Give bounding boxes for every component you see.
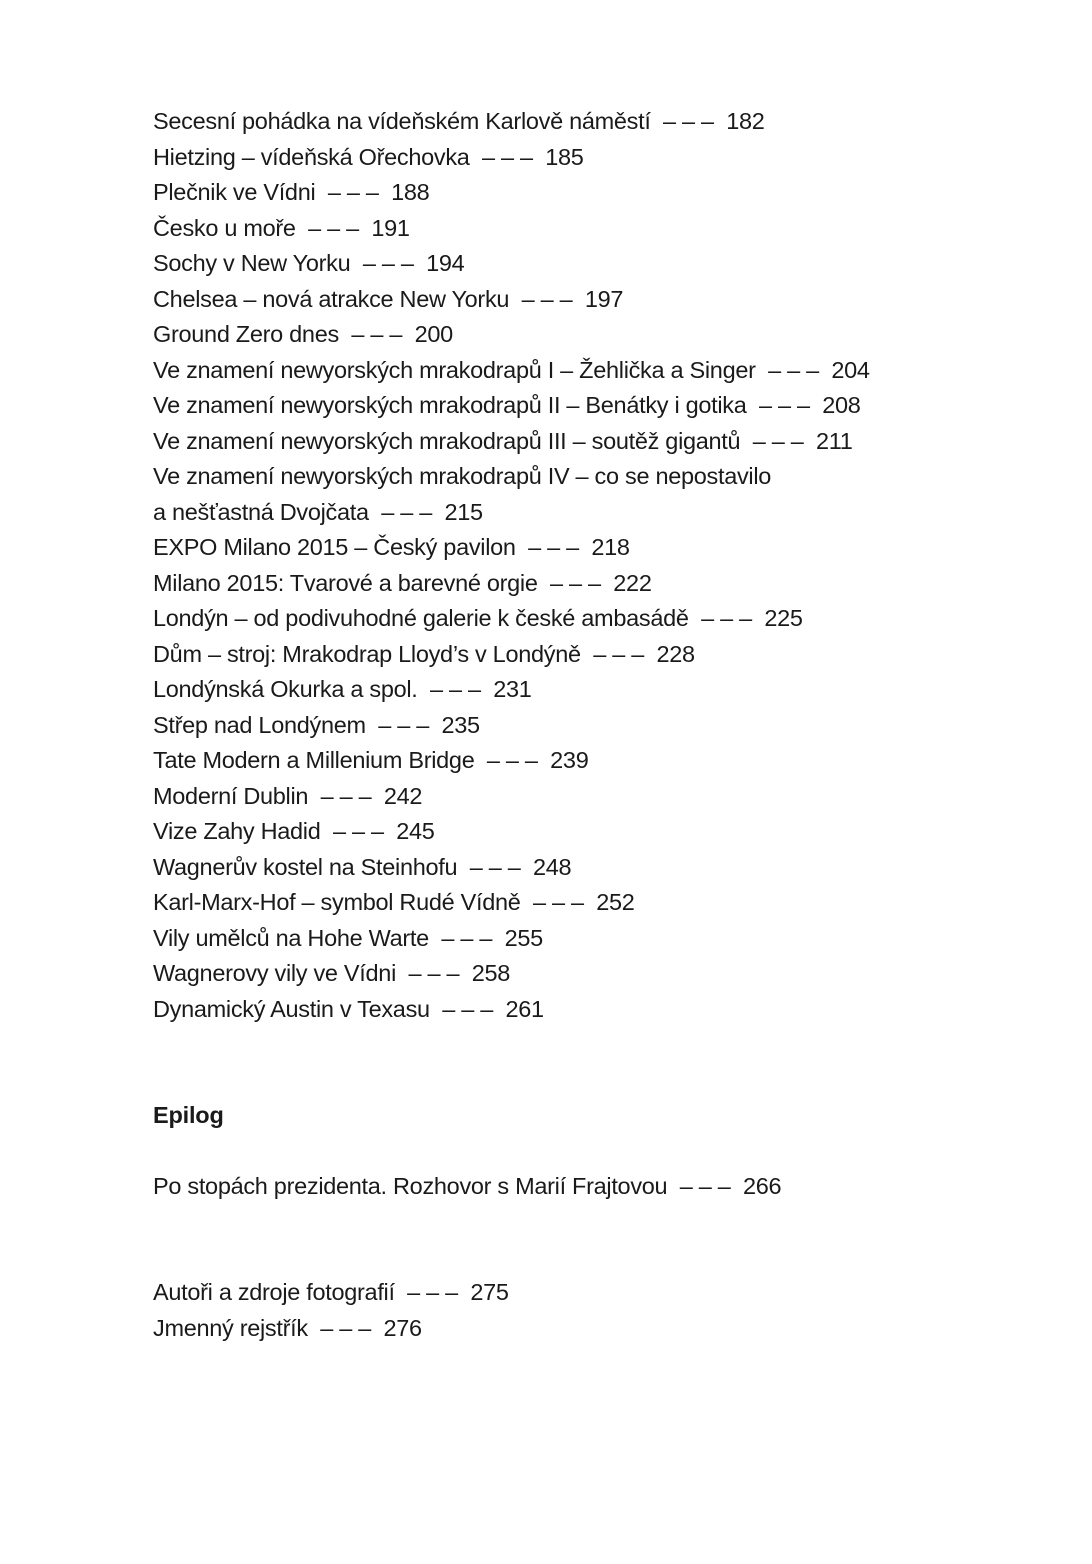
toc-entry-page: 194 (426, 250, 465, 276)
toc-separator: – – – (469, 143, 546, 170)
toc-separator: – – – (474, 747, 551, 773)
toc-entry-page: 197 (584, 285, 624, 312)
toc-separator: – – – (350, 250, 427, 276)
toc-entry (153, 708, 1053, 744)
toc-entry-page: 215 (444, 498, 483, 525)
toc-entry (153, 104, 1053, 140)
toc-entry-title: Autoři a zdroje fotografií (153, 1279, 395, 1305)
toc-entry-page: 225 (764, 605, 803, 631)
toc-entry-title: Londýnská Okurka a spol. (153, 676, 418, 702)
toc-entry-page: 228 (656, 640, 695, 667)
toc-entry-page: 185 (545, 143, 584, 170)
toc-separator: – – – (396, 960, 472, 986)
toc-separator: – – – (320, 818, 397, 844)
toc-entry-title: Vily umělců na Hohe Warte (153, 924, 429, 951)
toc-entry-title: Secesní pohádka na vídeňském Karlově náměstí (153, 108, 651, 134)
toc-entry-title: Wagnerův kostel na Steinhofu (153, 853, 458, 880)
toc-separator: – – – (515, 534, 592, 560)
toc-separator: – – – (457, 853, 533, 880)
toc-entry-page: 191 (371, 214, 410, 241)
toc-entry-page: 258 (471, 960, 510, 986)
toc-entry (153, 885, 1053, 921)
toc-entry-title: Chelsea – nová atrakce New Yorku (153, 285, 510, 312)
toc-entry-page: 231 (493, 676, 532, 702)
toc-entry-page: 276 (383, 1314, 422, 1341)
toc-separator: – – – (307, 1314, 384, 1341)
toc-entry-page: 188 (391, 179, 430, 205)
toc-entry-title: Hietzing – vídeňská Ořechovka (153, 143, 470, 170)
toc-entry-page: 208 (822, 392, 861, 418)
toc-entry (153, 282, 1053, 318)
toc-entry-title: Ve znamení newyorských mrakodrapů II – Benátky i gotika (153, 392, 747, 418)
toc-entry-page: 204 (831, 356, 870, 383)
toc-entry-page: 248 (532, 853, 572, 880)
toc-separator: – – – (520, 889, 597, 915)
toc-entry-page: 200 (414, 321, 453, 347)
toc-entry (153, 530, 1053, 566)
appendix-list (153, 1275, 1053, 1346)
toc-entry-page: 222 (613, 569, 652, 596)
toc-entry (153, 175, 1053, 211)
toc-entry (153, 246, 1053, 282)
toc-entry-page: 235 (441, 711, 480, 738)
toc-entry-title-line-2: a nešťastná Dvojčata (153, 498, 369, 525)
toc-entry-title: Ve znamení newyorských mrakodrapů I – Žehlička a Singer (153, 356, 756, 383)
section-heading-epilog: Epilog (153, 1102, 224, 1128)
toc-entry-title: Karl-Marx-Hof – symbol Rudé Vídně (153, 889, 521, 915)
toc-separator: – – – (365, 711, 442, 738)
spacer (153, 1027, 1053, 1098)
toc-entry-title: Jmenný rejstřík (153, 1314, 308, 1341)
toc-entry (153, 1311, 1053, 1347)
toc-entry (153, 956, 1053, 992)
toc-entry-title: Dům – stroj: Mrakodrap Lloyd’s v Londýně (153, 640, 581, 667)
toc-separator: – – – (755, 356, 832, 383)
toc-entry-title: Milano 2015: Tvarové a barevné orgie (153, 569, 538, 596)
toc-separator: – – – (509, 285, 585, 312)
toc-entry (153, 140, 1053, 176)
toc-entry-page: 252 (596, 889, 635, 915)
toc-entry (153, 1169, 1053, 1205)
toc-entry-title: Vize Zahy Hadid (153, 818, 321, 844)
toc-entry-title: Ve znamení newyorských mrakodrapů III – soutěž gigantů (153, 427, 741, 454)
toc-separator: – – – (315, 179, 392, 205)
toc-entry (153, 211, 1053, 247)
toc-separator: – – – (537, 569, 614, 596)
spacer (153, 1134, 1053, 1169)
toc-entry-title: Po stopách prezidenta. Rozhovor s Marií Frajtovou (153, 1172, 668, 1199)
toc-entry-page: 242 (383, 782, 423, 809)
toc-entry-multiline (153, 459, 1053, 530)
toc-entry (153, 601, 1053, 637)
toc-entry-title-line-1: Ve znamení newyorských mrakodrapů IV – co se nepostavilo (153, 463, 772, 489)
toc-entry (153, 779, 1053, 815)
toc-entry (153, 850, 1053, 886)
toc-entry-page: 261 (505, 995, 544, 1022)
toc-entry-title: Londýn – od podivuhodné galerie k české ambasádě (153, 605, 689, 631)
table-of-contents-page (153, 104, 1053, 1346)
epilog-list (153, 1169, 1053, 1205)
toc-entry-title: Tate Modern a Millenium Bridge (153, 747, 475, 773)
toc-entry-title: Dynamický Austin v Texasu (153, 995, 430, 1022)
toc-entry-title: Wagnerovy vily ve Vídni (153, 960, 396, 986)
toc-entry (153, 1275, 1053, 1311)
toc-entry (153, 921, 1053, 957)
toc-separator: – – – (295, 214, 372, 241)
toc-list (153, 104, 1053, 1027)
toc-entry-page: 239 (550, 747, 589, 773)
toc-entry (153, 743, 1053, 779)
toc-entry (153, 424, 1053, 460)
toc-entry-page: 245 (396, 818, 435, 844)
toc-entry-title: Ground Zero dnes (153, 321, 339, 347)
toc-entry-title: Střep nad Londýnem (153, 711, 366, 738)
toc-separator: – – – (368, 498, 445, 525)
toc-entry (153, 566, 1053, 602)
toc-entry-title: Moderní Dublin (153, 782, 309, 809)
toc-entry (153, 814, 1053, 850)
toc-entry-page: 266 (743, 1172, 782, 1199)
toc-separator: – – – (308, 782, 384, 809)
toc-separator: – – – (667, 1172, 743, 1199)
toc-separator: – – – (338, 321, 415, 347)
toc-entry-page: 211 (815, 427, 853, 454)
toc-separator: – – – (417, 676, 494, 702)
toc-separator: – – – (429, 995, 506, 1022)
toc-separator: – – – (650, 108, 727, 134)
toc-entry (153, 992, 1053, 1028)
toc-entry (153, 353, 1053, 389)
toc-separator: – – – (394, 1279, 471, 1305)
toc-entry-page: 275 (470, 1279, 509, 1305)
toc-entry-title: EXPO Milano 2015 – Český pavilon (153, 534, 516, 560)
toc-entry (153, 672, 1053, 708)
toc-separator: – – – (740, 427, 816, 454)
toc-separator: – – – (746, 392, 823, 418)
toc-separator: – – – (428, 924, 505, 951)
toc-entry (153, 388, 1053, 424)
toc-entry-page: 182 (726, 108, 765, 134)
toc-entry-title: Sochy v New Yorku (153, 250, 351, 276)
toc-entry-title: Plečnik ve Vídni (153, 179, 316, 205)
spacer (153, 1204, 1053, 1275)
toc-entry-page: 218 (591, 534, 630, 560)
toc-entry-title: Česko u moře (153, 214, 296, 241)
toc-separator: – – – (580, 640, 657, 667)
toc-entry (153, 637, 1053, 673)
toc-separator: – – – (688, 605, 765, 631)
toc-entry-page: 255 (504, 924, 543, 951)
toc-entry (153, 317, 1053, 353)
